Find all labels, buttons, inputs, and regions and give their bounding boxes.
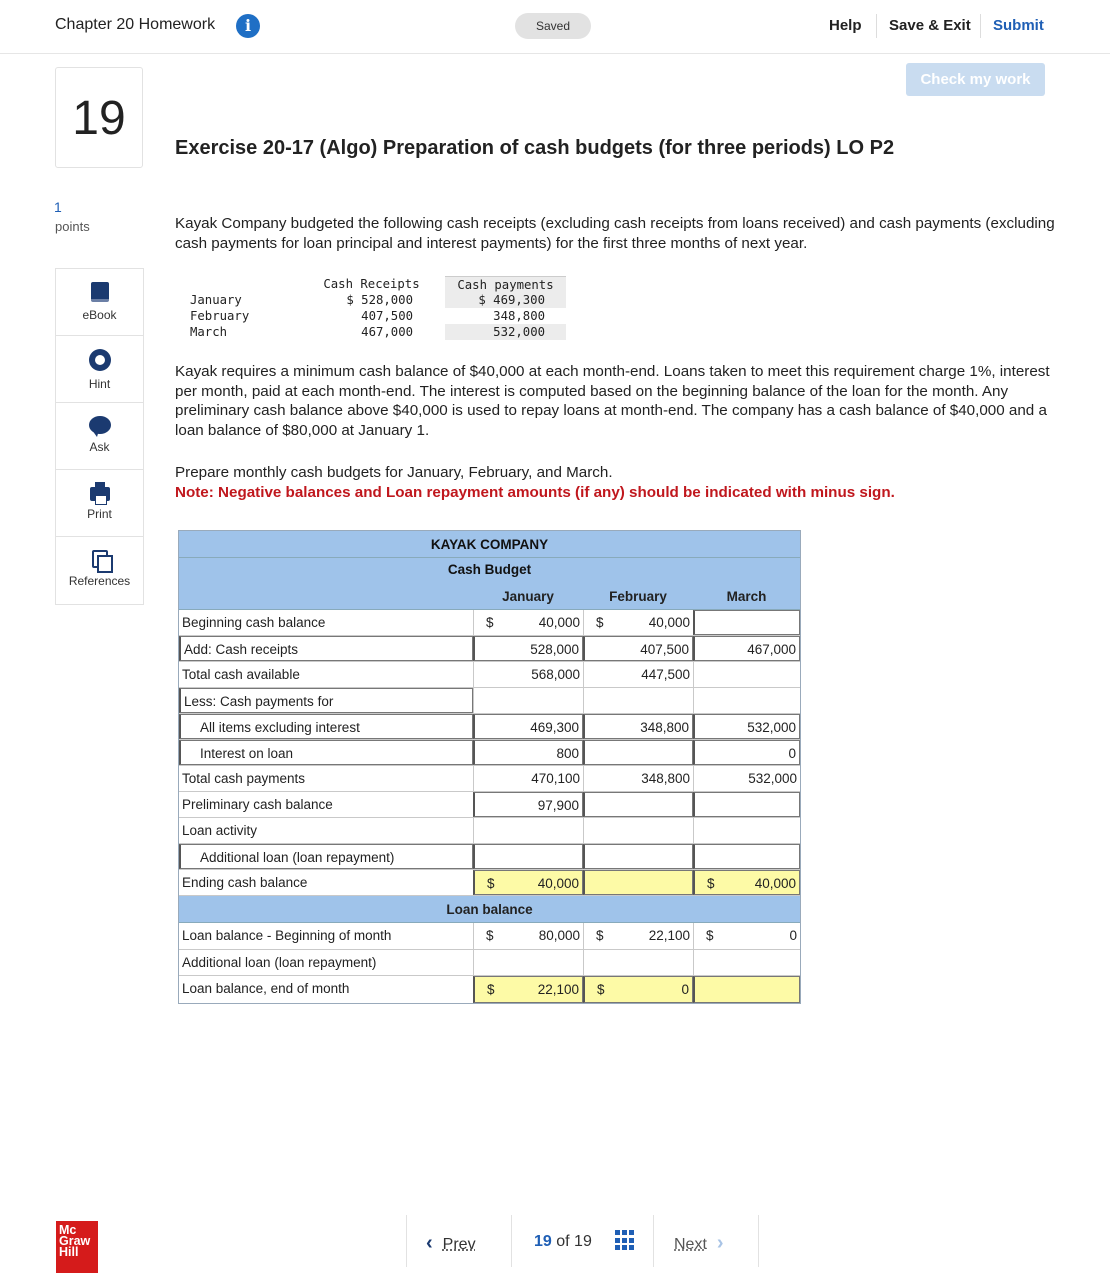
dollar-sign: $ bbox=[487, 982, 495, 997]
table-subtitle: Cash Budget bbox=[179, 558, 800, 584]
save-exit-button[interactable]: Save & Exit bbox=[889, 17, 971, 34]
row-label: Loan balance, end of month bbox=[182, 981, 350, 996]
additional-loan-feb-input[interactable] bbox=[583, 844, 693, 869]
row-label: Loan activity bbox=[182, 823, 258, 838]
loan-begin-jan-value: 80,000 bbox=[538, 928, 580, 943]
interest-jan-input[interactable]: 800 bbox=[473, 740, 583, 765]
beginning-mar-input[interactable] bbox=[693, 610, 800, 635]
empty-cell bbox=[583, 688, 693, 713]
ebook-label: eBook bbox=[82, 308, 117, 322]
points-value: 1 bbox=[54, 199, 62, 215]
chat-bubble-icon bbox=[89, 416, 111, 434]
logo-line: Hill bbox=[59, 1245, 79, 1259]
empty-cell bbox=[693, 688, 800, 713]
table-row bbox=[179, 923, 800, 950]
question-title: Exercise 20-17 (Algo) Preparation of cash budgets (for three periods) LO P2 bbox=[175, 137, 895, 159]
saved-status-badge: Saved bbox=[515, 13, 591, 39]
dollar-sign: $ bbox=[707, 876, 715, 891]
row-label-input[interactable]: Less: Cash payments for bbox=[179, 688, 473, 713]
chevron-right-icon: › bbox=[716, 1232, 724, 1254]
table-row bbox=[179, 818, 800, 844]
row-label-input[interactable]: All items excluding interest bbox=[179, 714, 473, 739]
help-button[interactable]: Help bbox=[829, 17, 862, 34]
dollar-sign: $ bbox=[487, 876, 495, 891]
loan-end-mar-input[interactable] bbox=[693, 976, 800, 1003]
ending-mar-value: 40,000 bbox=[754, 876, 796, 891]
table-row bbox=[179, 976, 800, 1003]
total-available-feb: 447,500 bbox=[583, 662, 693, 687]
table-row bbox=[179, 766, 800, 792]
given-month: February bbox=[190, 309, 250, 323]
all-items-jan-input[interactable]: 469,300 bbox=[473, 714, 583, 739]
all-items-mar-input[interactable]: 532,000 bbox=[693, 714, 800, 739]
loan-end-feb-input[interactable] bbox=[583, 976, 693, 1003]
given-payments: 348,800 bbox=[493, 309, 545, 323]
loan-balance-header: Loan balance bbox=[179, 896, 800, 923]
row-label-input[interactable]: Interest on loan bbox=[179, 740, 473, 765]
receipts-jan-input[interactable]: 528,000 bbox=[473, 636, 583, 661]
instruction-text: Prepare monthly cash budgets for January, February, and March. bbox=[175, 464, 613, 481]
cash-budget-table bbox=[178, 530, 801, 1004]
table-row bbox=[179, 688, 800, 714]
check-my-work-button[interactable]: Check my work bbox=[906, 63, 1045, 96]
divider bbox=[653, 1215, 654, 1267]
chevron-left-icon: ‹ bbox=[426, 1232, 433, 1254]
prev-label: Prev bbox=[442, 1236, 476, 1253]
footer bbox=[0, 1210, 1110, 1273]
loan-begin-mar bbox=[693, 923, 800, 949]
ending-jan-input[interactable] bbox=[473, 870, 583, 895]
loan-end-feb-value: 0 bbox=[681, 982, 689, 997]
row-label: Additional loan (loan repayment) bbox=[182, 955, 377, 970]
row-label: Ending cash balance bbox=[182, 875, 308, 890]
info-icon[interactable]: i bbox=[236, 14, 260, 38]
ebook-button[interactable] bbox=[56, 269, 143, 336]
interest-feb-input[interactable] bbox=[583, 740, 693, 765]
row-label: Loan balance - Beginning of month bbox=[182, 928, 392, 943]
table-row bbox=[179, 792, 800, 818]
ask-label: Ask bbox=[89, 440, 110, 454]
beginning-feb bbox=[583, 610, 693, 635]
total-pages: of 19 bbox=[556, 1233, 592, 1250]
instruction-block bbox=[175, 463, 1055, 502]
tool-panel bbox=[55, 268, 144, 605]
divider bbox=[511, 1215, 512, 1267]
row-label: Preliminary cash balance bbox=[182, 797, 333, 812]
next-label: Next bbox=[674, 1236, 707, 1253]
loan-end-jan-value: 22,100 bbox=[537, 982, 579, 997]
printer-icon bbox=[90, 487, 110, 501]
top-bar bbox=[0, 0, 1110, 54]
empty-cell bbox=[473, 688, 583, 713]
beginning-jan bbox=[473, 610, 583, 635]
points-label: points bbox=[55, 219, 90, 234]
requirement-text: Kayak requires a minimum cash balance of $40,000 at each month-end. Loans taken to meet this requirement charge 1%, interest per month, paid at each month-end. The interest is computed based on the beginning balance of the loan for the month. Any preliminary cash balance above $40,000 is used to repay loans at month-end. The company has a cash balance of $40,000 and a loan balance of $80,000 at January 1. bbox=[175, 363, 1050, 439]
print-label: Print bbox=[87, 507, 112, 521]
empty-cell bbox=[583, 818, 693, 843]
row-label-input[interactable]: Additional loan (loan repayment) bbox=[179, 844, 473, 869]
dollar-sign: $ bbox=[706, 928, 714, 943]
total-payments-mar: 532,000 bbox=[693, 766, 800, 791]
beginning-jan-value: 40,000 bbox=[538, 615, 580, 630]
row-label: Total cash available bbox=[182, 667, 300, 682]
current-page: 19 bbox=[534, 1233, 552, 1250]
company-name: KAYAK COMPANY bbox=[179, 531, 800, 558]
given-data-table bbox=[175, 276, 567, 340]
loan-begin-feb bbox=[583, 923, 693, 949]
table-row bbox=[179, 870, 800, 896]
page-indicator bbox=[534, 1233, 592, 1251]
empty-cell bbox=[473, 818, 583, 843]
question-number: 19 bbox=[55, 67, 143, 168]
table-row bbox=[179, 610, 800, 636]
table-row bbox=[179, 740, 800, 766]
dollar-sign: $ bbox=[597, 982, 605, 997]
table-row bbox=[179, 950, 800, 976]
assignment-title: Chapter 20 Homework bbox=[55, 16, 216, 33]
given-payments: 532,000 bbox=[493, 325, 545, 339]
submit-button[interactable]: Submit bbox=[993, 17, 1044, 34]
table-row bbox=[179, 636, 800, 662]
divider bbox=[980, 14, 981, 38]
divider bbox=[876, 14, 877, 38]
given-month: March bbox=[190, 325, 228, 339]
prev-button[interactable] bbox=[426, 1232, 476, 1255]
table-row bbox=[179, 662, 800, 688]
note-text: Note: Negative balances and Loan repayment amounts (if any) should be indicated with minus sign. bbox=[175, 483, 895, 501]
hint-button[interactable] bbox=[56, 336, 143, 403]
interest-mar-input[interactable]: 0 bbox=[693, 740, 800, 765]
lifebuoy-icon bbox=[89, 349, 111, 371]
mcgraw-hill-logo bbox=[56, 1221, 98, 1273]
documents-icon bbox=[92, 550, 108, 568]
preliminary-mar-input[interactable] bbox=[693, 792, 800, 817]
row-label: Beginning cash balance bbox=[182, 615, 326, 630]
loan-additional-jan bbox=[473, 950, 583, 975]
row-label-input[interactable]: Add: Cash receipts bbox=[179, 636, 473, 661]
hint-label: Hint bbox=[88, 377, 111, 391]
loan-end-jan-input[interactable] bbox=[473, 976, 583, 1003]
table-row bbox=[179, 714, 800, 740]
grid-icon[interactable] bbox=[615, 1230, 636, 1251]
dollar-sign: $ bbox=[596, 928, 604, 943]
loan-begin-mar-value: 0 bbox=[789, 928, 797, 943]
payments-header: Cash payments bbox=[445, 276, 566, 292]
given-receipts: 407,500 bbox=[361, 309, 413, 323]
references-button[interactable] bbox=[56, 537, 143, 604]
given-receipts: 467,000 bbox=[361, 325, 413, 339]
column-header-row bbox=[179, 584, 800, 610]
receipts-mar-input[interactable]: 467,000 bbox=[693, 636, 800, 661]
receipts-feb-input[interactable]: 407,500 bbox=[583, 636, 693, 661]
logo-line: Mc bbox=[59, 1223, 77, 1237]
receipts-header: Cash Receipts bbox=[323, 277, 420, 291]
loan-begin-feb-value: 22,100 bbox=[648, 928, 690, 943]
ending-jan-value: 40,000 bbox=[537, 876, 579, 891]
col-february: February bbox=[609, 589, 667, 604]
loan-begin-jan bbox=[473, 923, 583, 949]
additional-loan-mar-input[interactable] bbox=[693, 844, 800, 869]
dollar-sign: $ bbox=[596, 615, 604, 630]
given-payments: $ 469,300 bbox=[478, 293, 545, 307]
ask-button[interactable] bbox=[56, 403, 143, 470]
table-row bbox=[179, 844, 800, 870]
intro-text: Kayak Company budgeted the following cash receipts (excluding cash receipts from loans received) and cash payments (excluding cash payments for loan principal and interest payments) for the first three months of next year. bbox=[175, 215, 1055, 252]
references-label: References bbox=[68, 574, 131, 588]
preliminary-jan-input[interactable]: 97,900 bbox=[473, 792, 583, 817]
preliminary-feb-input[interactable] bbox=[583, 792, 693, 817]
next-button[interactable] bbox=[674, 1232, 724, 1255]
total-payments-jan: 470,100 bbox=[473, 766, 583, 791]
ending-mar-input[interactable] bbox=[693, 870, 800, 895]
given-receipts: $ 528,000 bbox=[346, 293, 413, 307]
given-month: January bbox=[190, 293, 242, 307]
beginning-feb-value: 40,000 bbox=[648, 615, 690, 630]
print-button[interactable] bbox=[56, 470, 143, 537]
ending-feb-input[interactable] bbox=[583, 870, 693, 895]
dollar-sign: $ bbox=[486, 615, 494, 630]
loan-additional-mar bbox=[693, 950, 800, 975]
additional-loan-jan-input[interactable] bbox=[473, 844, 583, 869]
book-icon bbox=[91, 282, 109, 302]
all-items-feb-input[interactable]: 348,800 bbox=[583, 714, 693, 739]
row-label: Total cash payments bbox=[182, 771, 306, 786]
dollar-sign: $ bbox=[486, 928, 494, 943]
logo-line: Graw bbox=[59, 1234, 91, 1248]
total-available-jan: 568,000 bbox=[473, 662, 583, 687]
divider bbox=[758, 1215, 759, 1267]
divider bbox=[406, 1215, 407, 1267]
loan-additional-feb bbox=[583, 950, 693, 975]
col-march: March bbox=[726, 589, 767, 604]
empty-cell bbox=[693, 818, 800, 843]
col-january: January bbox=[502, 589, 554, 604]
total-available-mar bbox=[693, 662, 800, 687]
total-payments-feb: 348,800 bbox=[583, 766, 693, 791]
